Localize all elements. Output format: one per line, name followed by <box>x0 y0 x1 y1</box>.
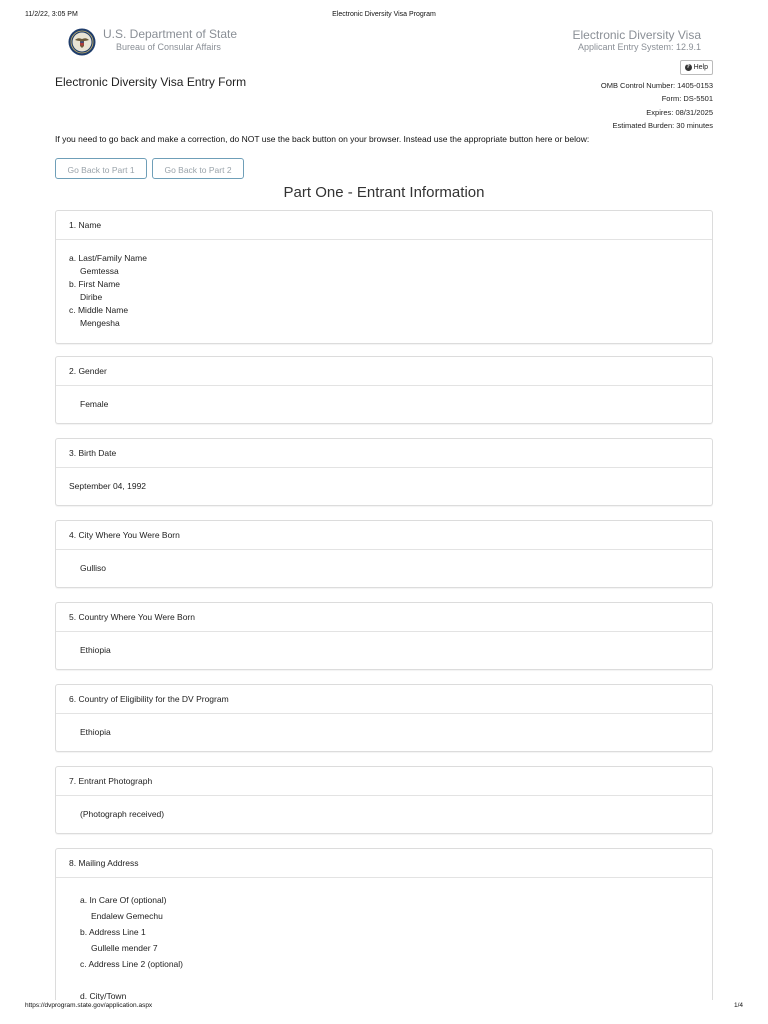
print-page-number: 1/4 <box>733 1002 743 1009</box>
question-circle-icon: ? <box>686 64 690 70</box>
last-name-label: a. Last/Family Name <box>69 253 147 263</box>
print-footer <box>25 1002 743 1014</box>
form-title: Electronic Diversity Visa Entry Form <box>55 75 247 89</box>
system-title: Electronic Diversity Visa <box>572 28 701 42</box>
birth-date-value: September 04, 1992 <box>69 481 147 491</box>
address-line1-value: Gullelle mender 7 <box>91 943 158 953</box>
panel-heading: 3. Birth Date <box>56 439 712 468</box>
panel-heading: 4. City Where You Were Born <box>56 521 712 550</box>
middle-name-label: c. Middle Name <box>69 305 129 315</box>
last-name-value: Gemtessa <box>80 266 119 276</box>
estimated-burden: Estimated Burden: 30 minutes <box>612 120 713 130</box>
eligibility-country-panel <box>55 684 713 752</box>
first-name-label: b. First Name <box>69 279 121 289</box>
care-of-label: a. In Care Of (optional) <box>80 895 167 905</box>
photograph-panel <box>55 766 713 834</box>
mailing-address-panel <box>55 848 713 1000</box>
city-town-label: d. City/Town <box>80 991 127 1000</box>
care-of-value: Endalew Gemechu <box>91 911 163 921</box>
print-page-title: Electronic Diversity Visa Program <box>332 11 436 18</box>
address-line2-label: c. Address Line 2 (optional) <box>80 959 184 969</box>
panel-heading: 8. Mailing Address <box>56 849 712 878</box>
help-button[interactable] <box>680 60 713 75</box>
print-url: https://dvprogram.state.gov/application.aspx <box>25 1002 153 1009</box>
system-version: Applicant Entry System: 12.9.1 <box>577 42 701 52</box>
birth-date-panel <box>55 438 713 506</box>
birth-country-panel <box>55 602 713 670</box>
gender-panel <box>55 356 713 424</box>
birth-city-panel <box>55 520 713 588</box>
part-title: Part One - Entrant Information <box>283 184 485 201</box>
department-of-state-seal-icon <box>68 28 96 56</box>
panel-heading: 6. Country of Eligibility for the DV Program <box>56 685 712 714</box>
gender-value: Female <box>80 399 109 409</box>
middle-name-value: Mengesha <box>80 318 120 328</box>
go-back-part1-button[interactable]: Go Back to Part 1 <box>55 158 147 179</box>
photograph-status: (Photograph received) <box>80 809 165 819</box>
go-back-part2-button[interactable]: Go Back to Part 2 <box>152 158 244 179</box>
panel-heading: 1. Name <box>56 211 712 240</box>
form-number: Form: DS-5501 <box>661 94 713 104</box>
print-header <box>25 11 743 23</box>
name-panel <box>55 210 713 344</box>
navigation-instruction: If you need to go back and make a correction, do NOT use the back button on your browser. Instead use the appropriate button here or below: <box>55 134 590 144</box>
omb-info <box>601 79 713 132</box>
print-datetime: 11/2/22, 3:05 PM <box>25 11 78 18</box>
application-page <box>55 24 713 1000</box>
omb-control-number: OMB Control Number: 1405-0153 <box>600 81 713 90</box>
first-name-value: Diribe <box>80 292 103 302</box>
panel-heading: 5. Country Where You Were Born <box>56 603 712 632</box>
form-expiration: Expires: 08/31/2025 <box>646 107 713 117</box>
address-line1-label: b. Address Line 1 <box>80 927 146 937</box>
birth-city-value: Gulliso <box>80 563 106 573</box>
department-title: U.S. Department of State <box>103 27 238 41</box>
birth-country-value: Ethiopia <box>80 645 111 655</box>
eligibility-country-value: Ethiopia <box>80 727 111 737</box>
bureau-subtitle: Bureau of Consular Affairs <box>116 42 221 52</box>
panel-heading: 2. Gender <box>56 357 712 386</box>
panel-heading: 7. Entrant Photograph <box>56 767 712 796</box>
help-label: Help <box>693 64 708 71</box>
